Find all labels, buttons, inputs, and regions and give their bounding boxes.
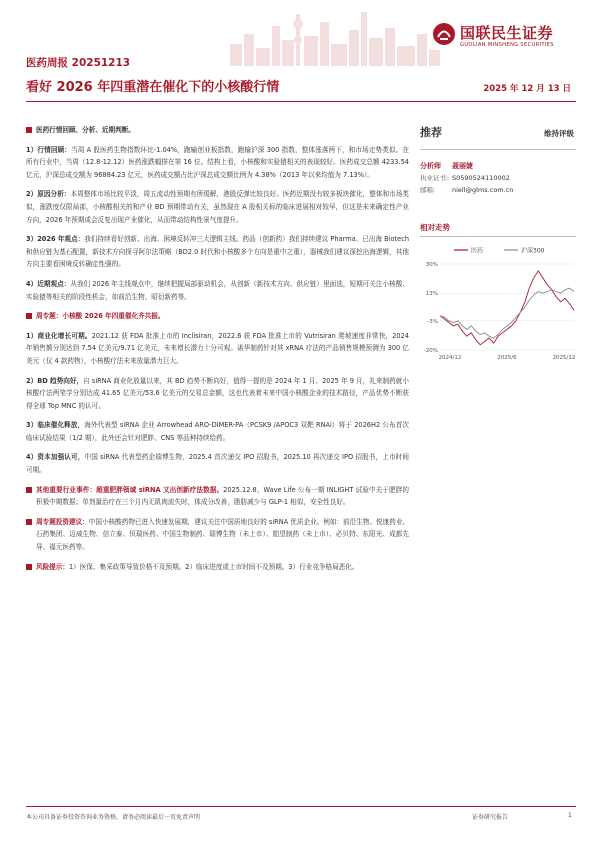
- header-divider: [26, 101, 576, 102]
- paragraph-lead: 2）原因分析：: [26, 190, 71, 199]
- y-tick-label: -20%: [423, 348, 438, 354]
- certificate-row: [420, 172, 576, 184]
- analyst-name: 聂丽婕: [452, 162, 473, 170]
- paragraph-lead: 3）2026 年观点：: [26, 235, 85, 244]
- rating-box: [420, 120, 576, 150]
- page-number: 1: [568, 812, 572, 819]
- paragraph-lead: 1）商业化增长可期。: [26, 331, 92, 340]
- analyst-row: [420, 160, 576, 172]
- paragraph-text: 当周 A 股医药生物指数环比-1.04%，跑输创业板指数，跑输沪深 300 指数，整体涨落两下，和市场走势类似。在所有行业中，当周（12.8-12.12）医药涨跌幅排在第 16 位。结构上看，小核酸和实验猿相关的表现较好。医药成交总额 4233.54 亿元，沪深总成交额为 96884.23 亿元，医药成交额占比沪深总成交额比例为 4.38%（2013 年以来均值为 7.13%）。: [26, 145, 409, 179]
- paragraph: [26, 310, 409, 323]
- paragraph-text: 从我们 2026 年主线观点中，继续把握局部驱动机会，从创新（新技术方向、供应链）里面选，短期可关注小核酸、实验猿等相关的阶段性机会，如前沿生物、昭衍新药等。: [26, 279, 409, 301]
- email-label: 邮箱:: [420, 186, 436, 194]
- paragraph-text: 2025.12.8，Wave Life 公布一期 INLIGHT 试验中关于肥胖的积极中期数据；单剂量治疗在三个月内无肌肉流失时，体成分改善，脂肪减少与 GLP-1 相似，安全性良好。: [36, 485, 409, 507]
- paragraph-lead: 周专题：小核酸 2026 年四重催化齐共振。: [36, 312, 165, 321]
- paragraph-lead: 医药行情回顾、分析、近期判断。: [36, 126, 135, 134]
- y-tick-label: -3%: [427, 318, 438, 325]
- paragraph: [26, 484, 409, 509]
- certificate-label: 执业证书:: [420, 174, 449, 182]
- city-skyline-illustration: [230, 4, 440, 66]
- series-line: [440, 271, 574, 345]
- paragraph-text: 2021.12 获 FDA 批准上市的 Inclisiran，2022.6 获 FDA 批准上市的 Vutrisiran 爬坡速度非常快，2024 年销售额分别达到 7.54 亿美元/9.71 亿美元，未来增长潜力十分可观。诺华制药针对其 xRNA 疗法的产品销售规模预测为 300 亿美元（仅 4 款药物），小核酸疗法未来放量潜力巨大。: [26, 331, 409, 365]
- paragraph-text: 我们持续看好创新、出海、困境反转冲三大逻辑主线。药品（创新药）我们持续建议 Pharma、已出海 Biotech 和供应链为基石配置，新技术方向探寻阿尔法策略（BD2.0 时代和小核酸多个方向是重中之重），器械我们建议深挖出海逻辑，其他方向主要看困境反转确定性强的。: [26, 235, 409, 269]
- x-tick-label: 2025/12: [552, 355, 576, 361]
- paragraph-lead: 周专题投资建议：: [36, 517, 89, 526]
- paragraph: [26, 451, 409, 476]
- footer-disclaimer: 本公司具备证券投资咨询业务资格，请务必阅读最后一页免责声明: [26, 814, 201, 821]
- paragraph-text: 本周整体市场比较平淡，周五流动性预期有所缓解，港股反弹比较良好。医药近期没有较多板块催化，整体和市场类似，涨跌度仅限局部，小核酸相关的和产业 BD 预期带动有关，虽然现在 A 股相关标的临床进展相对较早，但这是未来确定性产业方向，2026 年预期或会反复出现产业催化，从而带动结构性景气度提升。: [26, 190, 409, 224]
- paragraph: [26, 278, 409, 303]
- legend-label: 沪深300: [521, 247, 545, 255]
- paragraph: [26, 124, 409, 137]
- paragraph-lead: 3）临床催化释放，: [26, 421, 85, 430]
- sidebar: [420, 120, 576, 361]
- email-row: [420, 184, 576, 196]
- relative-trend-chart: [420, 242, 576, 366]
- paragraph-lead: 4）资本加强认可，: [26, 453, 85, 462]
- paragraph-lead: 2）BD 趋势向好，: [26, 376, 84, 385]
- paragraph-text: 中国 siRNA 代表型药企瑞博生物，2025.4 首次递交 IPO 招股书，2025.10 再次递交 IPO 招股书，上市时间可期。: [26, 453, 409, 475]
- rating-value: 推荐: [420, 126, 442, 139]
- paragraph-text: 海外代表型 siRNA 企业 Arrowhead ARO-DIMER-PA（PCSK9 /APOC3 双靶 RNAi）将于 2026H2 公布首次临床试验结果（1/2 期），此外还会针对肥胖、CNS 等品种持续给药。: [26, 421, 410, 442]
- main-content: [26, 124, 409, 580]
- brand-name: 国联民生证券: [460, 24, 554, 42]
- paragraph: [26, 375, 409, 413]
- company-logo-icon: [432, 22, 456, 46]
- brand-english-name: GUOLIAN MINSHENG SECURITIES: [460, 42, 554, 48]
- footer-report-label: 证券研究报告: [472, 814, 509, 821]
- series-line: [440, 288, 574, 338]
- paragraph-lead: 风险提示：: [36, 562, 69, 571]
- paragraph: [26, 330, 409, 368]
- footer-divider: [26, 806, 576, 807]
- paragraph: [26, 561, 409, 574]
- legend-label: 医药: [471, 247, 484, 255]
- certificate-number: S0590524110002: [452, 174, 510, 182]
- report-headline: 看好 2026 年四重潜在催化下的小核酸行情: [26, 80, 280, 95]
- brand-block: [432, 20, 582, 56]
- paragraph-text: 自 siRNA 商业化放量以来，其 BD 趋势不断向好，值得一提的是 2024 年 1 月、2025 年 9 月，礼来制药就小核酸疗法两笔学分别达成 41.65 亿美元/53.6 亿美元的交易总金额，这也代表着未来中国小核酸企业的技术路径，产品优势不断获得全球 Top MNC 的认可。: [26, 376, 409, 410]
- paragraph: [26, 233, 409, 271]
- paragraph: [26, 188, 409, 226]
- trend-divider: [420, 236, 576, 237]
- report-type: 医药周报 20251213: [26, 57, 131, 69]
- paragraph-lead: 4）近期观点：: [26, 279, 71, 288]
- paragraph-lead: 其他重要行业事件：超重肥胖领域 siRNA 又出创新疗法数据。: [36, 485, 224, 494]
- paragraph: [26, 419, 409, 444]
- x-tick-label: 2025/6: [497, 355, 517, 361]
- paragraph: [26, 516, 409, 554]
- report-date: 2025 年 12 月 13 日: [483, 84, 571, 94]
- trend-title: 相对走势: [420, 223, 450, 232]
- analyst-label: 分析师: [420, 162, 441, 170]
- paragraph: [26, 144, 409, 182]
- paragraph-text: 1）医保、集采政策导致价格不及预期。2）临床进度或上市时间不及预期。3）行业竞争格局恶化。: [68, 562, 359, 571]
- paragraph-lead: 1）行情回顾：: [26, 145, 71, 154]
- y-tick-label: 30%: [425, 262, 438, 268]
- paragraph-text: 中国小核酸药物已进入快速发展期，建议关注中国质地良好的 siRNA 优质企业。例如：前沿生物、悦康药业、石药集团、迈威生物、信立泰、恒瑞医药、中国生物制药、瑞博生物（未上市）、舶望制药（未上市）、必贝特、东阳光、成都先导、福元医药等。: [36, 517, 410, 552]
- rating-action: 维持评级: [544, 129, 574, 138]
- y-tick-label: 13%: [425, 291, 438, 298]
- x-tick-label: 2024/12: [438, 355, 462, 361]
- analyst-email[interactable]: niell@glms.com.cn: [452, 186, 514, 194]
